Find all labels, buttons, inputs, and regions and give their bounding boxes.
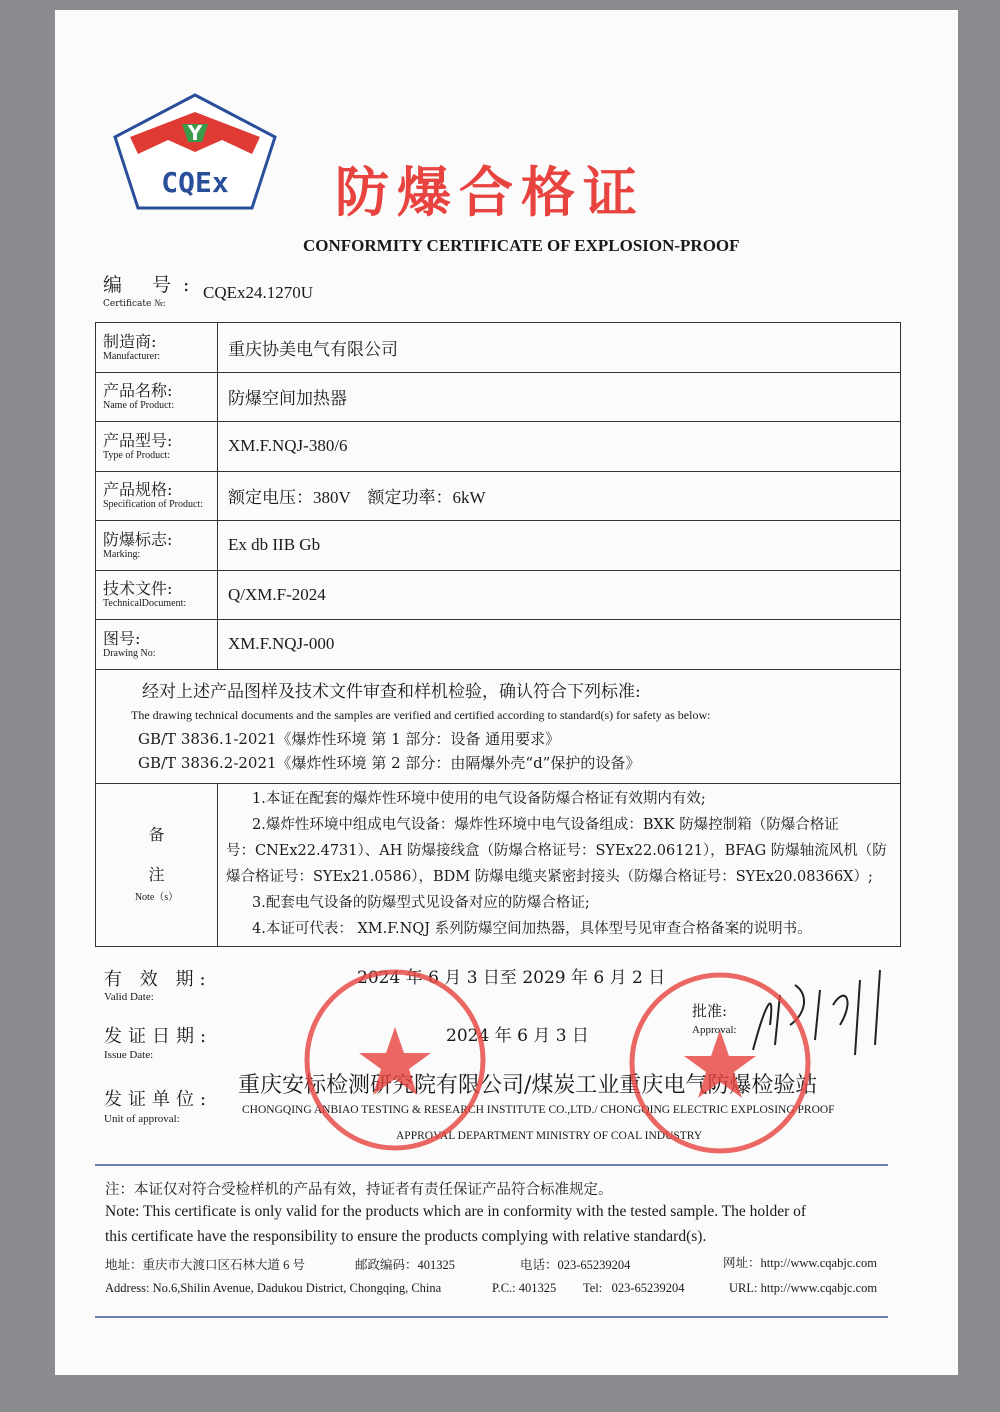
footer-note-cn: 注：本证仅对符合受检样机的产品有效，持证者有责任保证产品符合标准规定。 [105,1182,613,1198]
official-seal-right [625,968,815,1158]
row-label-en: Drawing No: [103,647,156,659]
certificate-table [95,322,901,947]
certificate-no-label-en: Certificate №: [103,299,166,309]
table-row [96,620,901,670]
row-label: 图号: [103,628,141,648]
row-label: 产品名称: [103,381,173,401]
standards-row [96,669,901,783]
note-line: 4.本证可代表： XM.F.NQJ 系列防爆空间加热器，具体型号见审查合格备案的说明书。 [252,920,812,937]
table-row [96,521,901,571]
note-line: 爆合格证号：SYEx21.0586），BDM 防爆电缆夹紧密封接头（防爆合格证号：SYEx20.08366X）; [226,868,873,885]
approval-label: 批准: [692,1002,728,1020]
row-label-en: Type of Product: [103,449,171,461]
issue-date-label: 发证日期: [104,1026,213,1047]
footer-note-en-2: this certificate have the responsibility to ensure the products complying with relative standard(s). [105,1228,707,1245]
row-label: 防爆标志: [103,529,173,549]
notes-label-2: 注 [148,864,165,884]
row-value: 防爆空间加热器 [218,372,901,422]
divider [95,1316,888,1318]
approval-label-en: Approval: [692,1024,737,1036]
valid-date-value: 2024 年 6 月 3 日至 2029 年 6 月 2 日 [357,968,666,988]
certificate-no-label: 编 号: [103,274,202,296]
title-chinese: 防爆合格证 [335,161,645,224]
notes-label-1: 备 [148,824,165,844]
tel-en: Tel: 023-65239204 [583,1281,685,1295]
valid-date-label-en: Valid Date: [104,991,154,1003]
standards-intro-cn: 经对上述产品图样及技术文件审查和样机检验，确认符合下列标准: [142,682,641,702]
note-line: 1.本证在配套的爆炸性环境中使用的电气设备防爆合格证有效期内有效; [252,790,706,807]
note-line: 号：CNEx22.4731）、AH 防爆接线盒（防爆合格证号：SYEx22.06121），BFAG 防爆轴流风机（防 [226,842,887,859]
table-row [96,422,901,472]
note-line: 3.配套电气设备的防爆型式见设备对应的防爆合格证; [252,894,590,911]
standard-item: GB/T 3836.1-2021《爆炸性环境 第 1 部分：设备 通用要求》 [138,730,561,748]
note-line: 2.爆炸性环境中组成电气设备：爆炸性环境中电气设备组成：BXK 防爆控制箱（防爆合格证 [252,816,839,833]
divider [95,1164,888,1166]
postcode-en: P.C.: 401325 [492,1281,557,1295]
table-row [96,372,901,422]
url-en: URL: http://www.cqabjc.com [729,1281,878,1295]
valid-date-label: 有 效 期: [104,969,212,990]
row-value: Q/XM.F-2024 [218,570,901,620]
standards-intro-en: The drawing technical documents and the samples are verified and certified according to standard(s) for safety as below: [131,708,711,722]
notes-row [96,783,901,946]
footer-note-en-1: Note: This certificate is only valid for the products which are in conformity with the tested sample. The holder of [105,1203,807,1220]
unit-name-en-2: APPROVAL DEPARTMENT MINISTRY OF COAL INDUSTRY [396,1130,703,1142]
row-value: XM.F.NQJ-000 [218,620,901,670]
svg-text:Y: Y [187,121,203,145]
postcode-cn: 邮政编码：401325 [355,1258,456,1272]
table-row [96,471,901,521]
issue-date-value: 2024 年 6 月 3 日 [446,1026,589,1046]
row-label-en: Marking: [103,548,141,560]
row-value: Ex db IIB Gb [218,521,901,571]
unit-name-cn: 重庆安标检测研究院有限公司/煤炭工业重庆电气防爆检验站 [238,1073,818,1098]
row-label: 产品规格: [103,480,173,500]
table-row [96,323,901,373]
table-row [96,570,901,620]
row-label: 技术文件: [103,579,173,599]
cqex-logo [112,92,278,212]
row-label: 制造商: [103,331,157,351]
row-value: 重庆协美电气有限公司 [218,323,901,373]
address-cn: 地址：重庆市大渡口区石林大道 6 号 [105,1258,306,1272]
notes-label-en: Note（s） [134,891,179,903]
tel-cn: 电话：023-65239204 [520,1258,631,1272]
row-value: XM.F.NQJ-380/6 [218,422,901,472]
issue-date-label-en: Issue Date: [104,1049,154,1061]
row-label-en: TechnicalDocument: [103,598,187,610]
official-seal-left [300,965,490,1155]
row-value: 额定电压：380V 额定功率：6kW [218,471,901,521]
row-label-en: Specification of Product: [103,499,203,511]
title-english: CONFORMITY CERTIFICATE OF EXPLOSION-PROOF [303,236,740,255]
url-cn: 网址：http://www.cqabjc.com [723,1256,878,1270]
certificate-no-value: CQEx24.1270U [203,283,314,302]
unit-label: 发证单位: [104,1089,213,1110]
address-en: Address: No.6,Shilin Avenue, Dadukou District, Chongqing, China [105,1281,442,1295]
unit-name-en-1: CHONGQING ANBIAO TESTING & RESEARCH INSTITUTE CO.,LTD./ CHONGQING ELECTRIC EXPLOSING PROOF [242,1104,835,1116]
standard-item: GB/T 3836.2-2021《爆炸性环境 第 2 部分：由隔爆外壳“d”保护的设备》 [138,754,641,772]
unit-label-en: Unit of approval: [104,1113,180,1125]
row-label-en: Name of Product: [103,400,175,412]
row-label-en: Manufacturer: [103,350,161,362]
svg-text:CQEx: CQEx [161,166,229,199]
row-label: 产品型号: [103,430,173,450]
